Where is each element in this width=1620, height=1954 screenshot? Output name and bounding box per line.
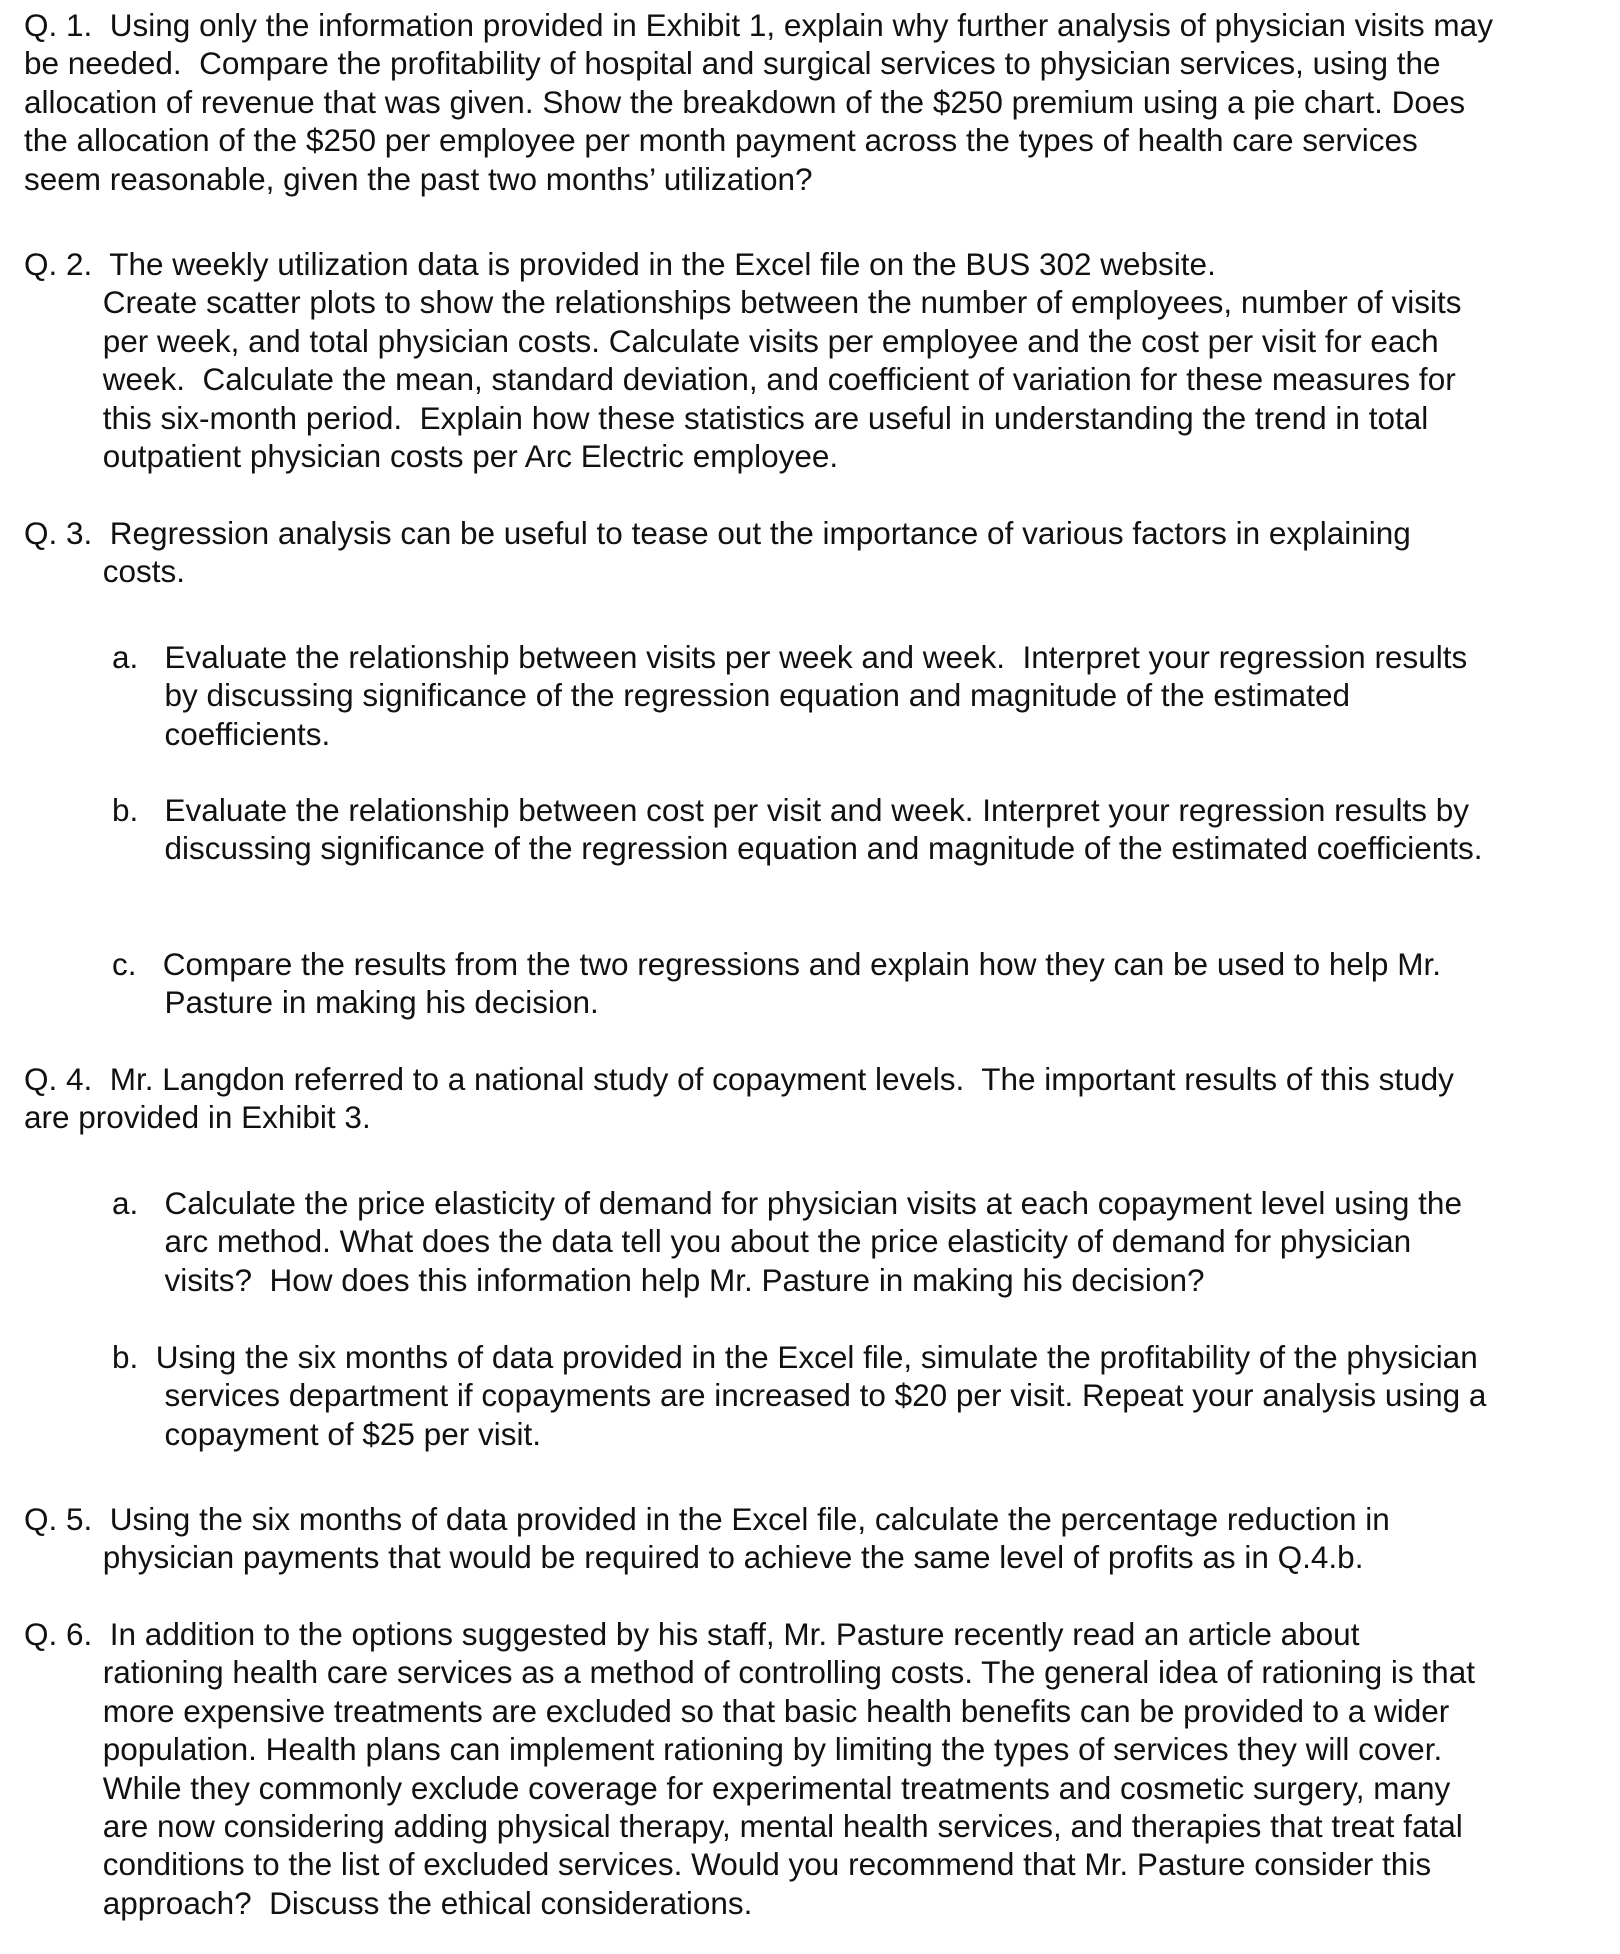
question-3b-text: Evaluate the relationship between cost per visit and week. Interpret your regression results by discussing significance of the regression equation and magnitude of the estimated coefficients. — [164, 792, 1483, 867]
question-3-text: Regression analysis can be useful to tease out the importance of various factors in explaining costs. — [102, 515, 1411, 590]
question-3-label: Q. 3. — [24, 515, 93, 551]
question-4a — [112, 1184, 1620, 1299]
question-3c — [112, 945, 1620, 1022]
question-2 — [24, 245, 1594, 475]
question-3c-text: Compare the results from the two regressions and explain how they can be used to help Mr. Pasture in making his decision. — [162, 946, 1441, 1021]
question-4-label: Q. 4. — [24, 1061, 93, 1097]
question-1-label: Q. 1. — [24, 7, 93, 43]
question-6-label: Q. 6. — [24, 1616, 93, 1652]
question-3a — [112, 638, 1620, 753]
question-4b-text: Using the six months of data provided in the Excel file, simulate the profitability of the physician services department if copayments are increased to $20 per visit. Repeat your analysis using a copayment of $25 per visit. — [155, 1339, 1487, 1452]
question-5-label: Q. 5. — [24, 1501, 93, 1537]
question-3b — [112, 791, 1620, 868]
question-3c-label: c. — [112, 946, 137, 982]
question-3a-text: Evaluate the relationship between visits per week and week. Interpret your regression results by discussing significance of the regression equation and magnitude of the estimated coefficients. — [164, 639, 1468, 752]
question-1-text: Using only the information provided in Exhibit 1, explain why further analysis of physician visits may be needed. Compare the profitability of hospital and surgical services to physician services, using the allocation of revenue that was given. Show the breakdown of the $250 premium using a pie chart. Does the allocation of the $250 per employee per month payment across the types of health care services seem reasonable, given the past two months’ utilization? — [24, 7, 1493, 197]
question-2-text: The weekly utilization data is provided in the Excel file on the BUS 302 website. Create scatter plots to show the relationships between the number of employees, number of visits per week, and total physician costs. Calculate visits per employee and the cost per visit for each week. Calculate the mean, standard deviation, and coefficient of variation for these measures for this six-month period. Explain how these statistics are useful in understanding the trend in total outpatient physician costs per Arc Electric employee. — [102, 246, 1462, 475]
question-4b-label: b. — [112, 1339, 139, 1375]
question-5-text: Using the six months of data provided in the Excel file, calculate the percentage reduction in physician payments that would be required to achieve the same level of profits as in Q.4.b. — [102, 1501, 1390, 1576]
question-3a-label: a. — [112, 639, 139, 675]
question-4a-text: Calculate the price elasticity of demand for physician visits at each copayment level using the arc method. What does the data tell you about the price elasticity of demand for physician visits? How does this information help Mr. Pasture in making his decision? — [164, 1185, 1462, 1298]
question-4 — [24, 1060, 1594, 1137]
question-5 — [24, 1500, 1594, 1577]
question-1 — [24, 6, 1594, 198]
question-6-text: In addition to the options suggested by his staff, Mr. Pasture recently read an article about rationing health care services as a method of controlling costs. The general idea of rationing is that more expensive treatments are excluded so that basic health benefits can be provided to a wider population. Health plans can implement rationing by limiting the types of services they will cover. While they commonly exclude coverage for experimental treatments and cosmetic surgery, many are now considering adding physical therapy, mental health services, and therapies that treat fatal conditions to the list of excluded services. Would you recommend that Mr. Pasture consider this approach? Discuss the ethical considerations. — [102, 1616, 1475, 1921]
question-3b-label: b. — [112, 792, 139, 828]
question-4a-label: a. — [112, 1185, 139, 1221]
question-4b — [112, 1338, 1620, 1453]
question-6 — [24, 1615, 1594, 1922]
question-3 — [24, 514, 1594, 591]
question-2-label: Q. 2. — [24, 246, 93, 282]
question-4-text: Mr. Langdon referred to a national study of copayment levels. The important results of this study are provided in Exhibit 3. — [24, 1061, 1454, 1136]
